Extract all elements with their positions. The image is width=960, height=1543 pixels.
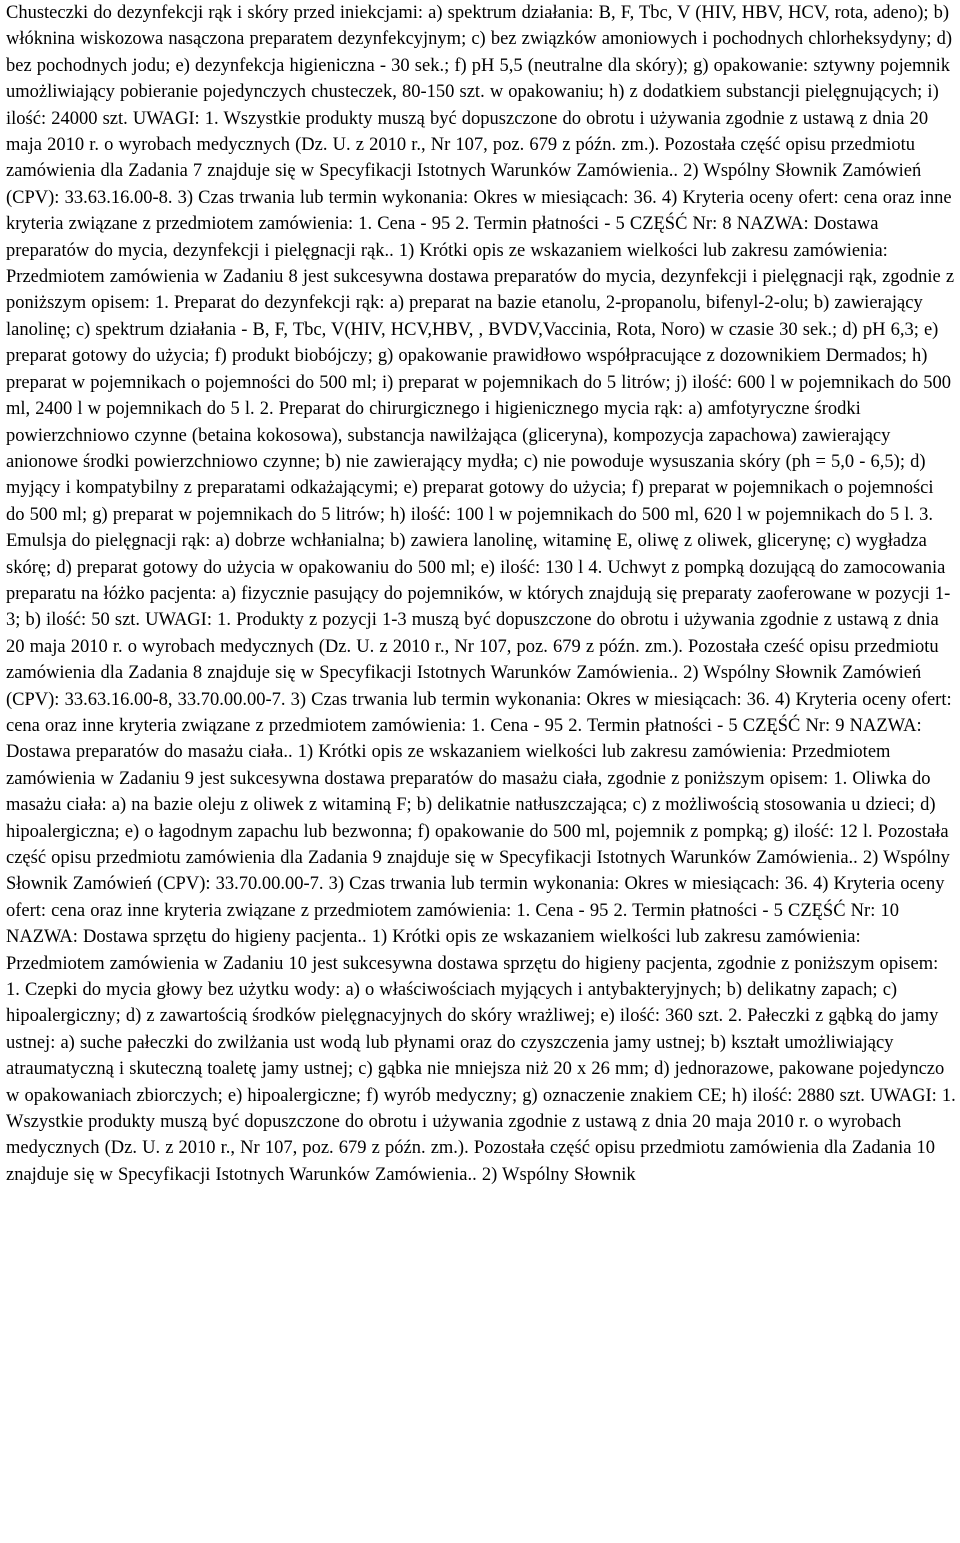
document-body-text: Chusteczki do dezynfekcji rąk i skóry przed iniekcjami: a) spektrum działania: B, F, Tbc, V (HIV, HBV, HCV, rota, adeno); b) włóknina wiskozowa nasączona preparatem dezynfekcyjnym; c) bez związków amoniowych i pochodnych chlorheksydyny; d) bez pochodnych jodu; e) dezynfekcja higieniczna - 30 sek.; f) pH 5,5 (neutralne dla skóry); g) opakowanie: sztywny pojemnik umożliwiający pobieranie pojedynczych chusteczek, 80-150 szt. w opakowaniu; h) z dodatkiem substancji pielęgnujących; i) ilość: 24000 szt. UWAGI: 1. Wszystkie produkty muszą być dopuszczone do obrotu i używania zgodnie z ustawą z dnia 20 maja 2010 r. o wyrobach medycznych (Dz. U. z 2010 r., Nr 107, poz. 679 z późn. zm.). Pozostała część opisu przedmiotu zamówienia dla Zadania 7 znajduje się w Specyfikacji Istotnych Warunków Zamówienia.. 2) Wspólny Słownik Zamówień (CPV): 33.63.16.00-8. 3) Czas trwania lub termin wykonania: Okres w miesiącach: 36. 4) Kryteria oceny ofert: cena oraz inne kryteria związane z przedmiotem zamówienia: 1. Cena - 95 2. Termin płatności - 5 CZĘŚĆ Nr: 8 NAZWA: Dostawa preparatów do mycia, dezynfekcji i pielęgnacji rąk.. 1) Krótki opis ze wskazaniem wielkości lub zakresu zamówienia: Przedmiotem zamówienia w Zadaniu 8 jest sukcesywna dostawa preparatów do mycia, dezynfekcji i pielęgnacji rąk, zgodnie z poniższym opisem: 1. Preparat do dezynfekcji rąk: a) preparat na bazie etanolu, 2-propanolu, bifenyl-2-olu; b) zawierający lanolinę; c) spektrum działania - B, F, Tbc, V(HIV, HCV,HBV, , BVDV,Vaccinia, Rota, Noro) w czasie 30 sek.; d) pH 6,3; e) preparat gotowy do użycia; f) produkt biobójczy; g) opakowanie prawidłowo współpracujące z dozownikiem Dermados; h) preparat w pojemnikach o pojemności do 500 ml; i) preparat w pojemnikach do 5 litrów; j) ilość: 600 l w pojemnikach do 500 ml, 2400 l w pojemnikach do 5 l. 2. Preparat do chirurgicznego i higienicznego mycia rąk: a) amfotyryczne środki powierzchniowo czynne (betaina kokosowa), substancja nawilżająca (gliceryna), kompozycja zapachowa) zawierający anionowe środki powierzchniowo czynne; b) nie zawierający mydła; c) nie powoduje wysuszania skóry (ph = 5,0 - 6,5); d) myjący i kompatybilny z preparatami odkażającymi; e) preparat gotowy do użycia; f) preparat w pojemnikach o pojemności do 500 ml; g) preparat w pojemnikach do 5 litrów; h) ilość: 100 l w pojemnikach do 500 ml, 620 l w pojemnikach do 5 l. 3. Emulsja do pielęgnacji rąk: a) dobrze wchłanialna; b) zawiera lanolinę, witaminę E, oliwę z oliwek, glicerynę; c) wygładza skórę; d) preparat gotowy do użycia w opakowaniu do 500 ml; e) ilość: 130 l 4. Uchwyt z pompką dozującą do zamocowania preparatu na łóżko pacjenta: a) fizycznie pasujący do pojemników, w których znajdują się preparaty zaoferowane w pozycji 1-3; b) ilość: 50 szt. UWAGI: 1. Produkty z pozycji 1-3 muszą być dopuszczone do obrotu i używania zgodnie z ustawą z dnia 20 maja 2010 r. o wyrobach medycznych (Dz. U. z 2010 r., Nr 107, poz. 679 z późn. zm.). Pozostała cześć opisu przedmiotu zamówienia dla Zadania 8 znajduje się w Specyfikacji Istotnych Warunków Zamówienia.. 2) Wspólny Słownik Zamówień (CPV): 33.63.16.00-8, 33.70.00.00-7. 3) Czas trwania lub termin wykonania: Okres w miesiącach: 36. 4) Kryteria oceny ofert: cena oraz inne kryteria związane z przedmiotem zamówienia: 1. Cena - 95 2. Termin płatności - 5 CZĘŚĆ Nr: 9 NAZWA: Dostawa preparatów do masażu ciała.. 1) Krótki opis ze wskazaniem wielkości lub zakresu zamówienia: Przedmiotem zamówienia w Zadaniu 9 jest sukcesywna dostawa preparatów do masażu ciała, zgodnie z poniższym opisem: 1. Oliwka do masażu ciała: a) na bazie oleju z oliwek z witaminą F; b) delikatnie natłuszczająca; c) z możliwością stosowania u dzieci; d) hipoalergiczna; e) o łagodnym zapachu lub bezwonna; f) opakowanie do 500 ml, pojemnik z pompką; g) ilość: 12 l. Pozostała część opisu przedmiotu zamówienia dla Zadania 9 znajduje się w Specyfikacji Istotnych Warunków Zamówienia.. 2) Wspólny Słownik Zamówień (CPV): 33.70.00.00-7. 3) Czas trwania lub termin wykonania: Okres w miesiącach: 36. 4) Kryteria oceny ofert: cena oraz inne kryteria związane z przedmiotem zamówienia: 1. Cena - 95 2. Termin płatności - 5 CZĘŚĆ Nr: 10 NAZWA: Dostawa sprzętu do higieny pacjenta.. 1) Krótki opis ze wskazaniem wielkości lub zakresu zamówienia: Przedmiotem zamówienia w Zadaniu 10 jest sukcesywna dostawa sprzętu do higieny pacjenta, zgodnie z poniższym opisem: 1. Czepki do mycia głowy bez użytku wody: a) o właściwościach myjących i antybakteryjnych; b) delikatny zapach; c) hipoalergiczny; d) z zawartością środków pielęgnacyjnych do skóry wrażliwej; e) ilość: 360 szt. 2. Pałeczki z gąbką do jamy ustnej: a) suche pałeczki do zwilżania ust wodą lub płynami oraz do czyszczenia jamy ustnej; b) kształt umożliwiający atraumatyczną i skuteczną toaletę jamy ustnej; c) gąbka nie mniejsza niż 20 x 26 mm; d) jednorazowe, pakowane pojedynczo w opakowaniach zbiorczych; e) hipoalergiczne; f) wyrób medyczny; g) oznaczenie znakiem CE; h) ilość: 2880 szt. UWAGI: 1. Wszystkie produkty muszą być dopuszczone do obrotu i używania zgodnie z ustawą z dnia 20 maja 2010 r. o wyrobach medycznych (Dz. U. z 2010 r., Nr 107, poz. 679 z późn. zm.). Pozostała część opisu przedmiotu zamówienia dla Zadania 10 znajduje się w Specyfikacji Istotnych Warunków Zamówienia.. 2) Wspólny Słownik: [6, 3, 956, 1185]
